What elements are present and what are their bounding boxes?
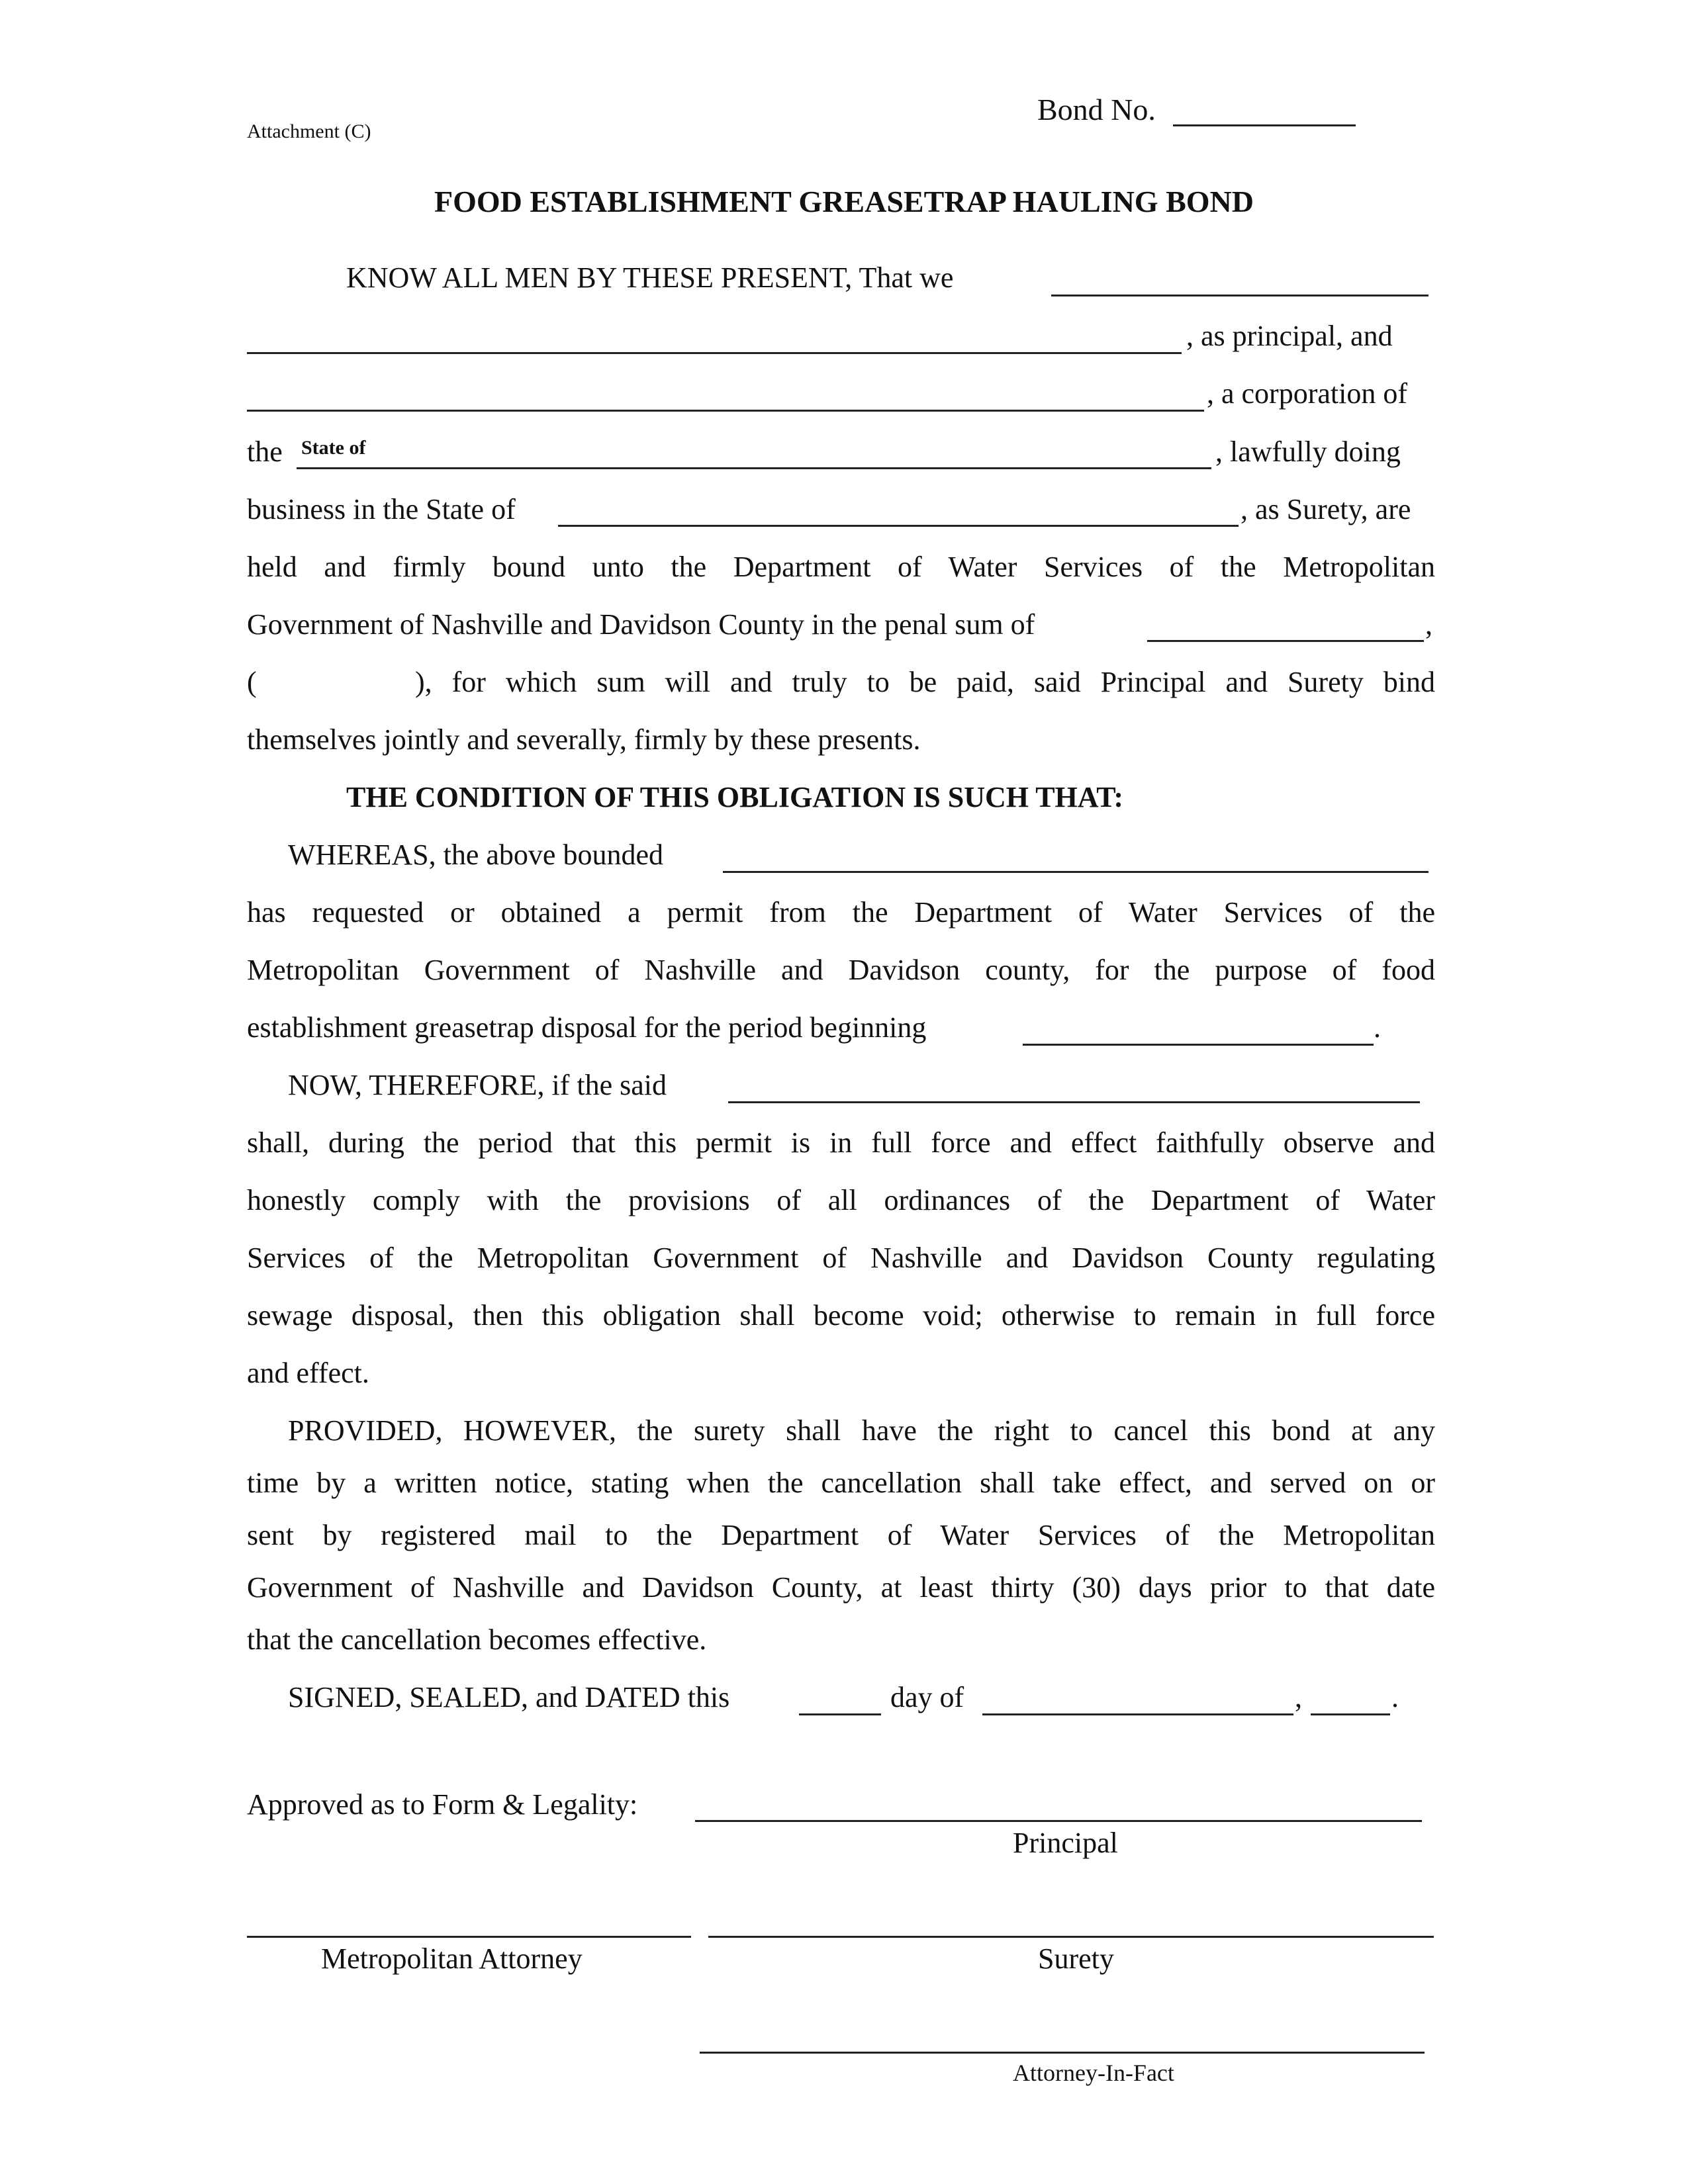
attorney-in-fact-signature-line[interactable] — [700, 2052, 1425, 2054]
provided-line-3: sent by registered mail to the Department of Water Services of the Metropolitan — [247, 1519, 1435, 1551]
surety-signature-line[interactable] — [708, 1936, 1434, 1938]
corporation-of-text: , a corporation of — [1207, 377, 1407, 410]
sum-paid-line: ), for which sum will and truly to be paid, said Principal and Surety bind — [415, 666, 1435, 698]
signed-year-field[interactable] — [1311, 1713, 1390, 1715]
whereas-line-2: Metropolitan Government of Nashville and Davidson county, for the purpose of food — [247, 954, 1435, 986]
provided-line-5: that the cancellation becomes effective. — [247, 1623, 707, 1656]
jointly-severally-line: themselves jointly and severally, firmly by these presents. — [247, 723, 921, 756]
surety-name-field[interactable] — [247, 410, 1204, 412]
signed-comma: , — [1295, 1681, 1302, 1713]
principal-name-field-1[interactable] — [1051, 295, 1429, 296]
whereas-line-1: has requested or obtained a permit from the Department of Water Services of the — [247, 896, 1435, 929]
now-therefore-line-4: sewage disposal, then this obligation shall become void; otherwise to remain in full force — [247, 1299, 1435, 1332]
attorney-in-fact-caption: Attorney-In-Fact — [1013, 2060, 1174, 2086]
bond-number-field[interactable] — [1173, 124, 1356, 126]
as-surety-text: , as Surety, are — [1241, 493, 1411, 525]
the-text: the — [247, 435, 283, 468]
now-therefore-line-2: honestly comply with the provisions of all ordinances of the Department of Water — [247, 1184, 1435, 1216]
condition-heading: THE CONDITION OF THIS OBLIGATION IS SUCH THAT: — [346, 781, 1124, 813]
principal-name-field-2[interactable] — [247, 352, 1182, 354]
signed-day-field[interactable] — [799, 1713, 881, 1715]
surety-caption: Surety — [1038, 1942, 1114, 1975]
government-penal-sum-text: Government of Nashville and Davidson County in the penal sum of — [247, 608, 1035, 641]
provided-line-4: Government of Nashville and Davidson County, at least thirty (30) days prior to that date — [247, 1571, 1435, 1604]
penal-sum-comma: , — [1425, 608, 1432, 641]
state-of-fill-text: State of — [301, 437, 366, 459]
day-of-text: day of — [890, 1681, 964, 1713]
penal-sum-field[interactable] — [1147, 640, 1424, 642]
bond-number-label: Bond No. — [1037, 93, 1156, 126]
said-party-field[interactable] — [728, 1101, 1420, 1103]
now-therefore-line-5: and effect. — [247, 1357, 369, 1389]
whereas-label: WHEREAS, the above bounded — [288, 839, 663, 871]
period-beginning-field[interactable] — [1023, 1044, 1374, 1046]
whereas-line-3: establishment greasetrap disposal for the period beginning — [247, 1011, 927, 1044]
approved-form-legality-label: Approved as to Form & Legality: — [247, 1788, 638, 1821]
document-title: FOOD ESTABLISHMENT GREASETRAP HAULING BOND — [434, 185, 1254, 218]
signed-period: . — [1391, 1681, 1399, 1713]
whereas-bounded-field[interactable] — [723, 871, 1429, 873]
provided-line-2: time by a written notice, stating when the cancellation shall take effect, and served on or — [247, 1467, 1435, 1499]
signed-sealed-label: SIGNED, SEALED, and DATED this — [288, 1681, 730, 1713]
whereas-period: . — [1374, 1011, 1381, 1044]
business-state-field[interactable] — [558, 525, 1239, 527]
metropolitan-attorney-caption: Metropolitan Attorney — [321, 1942, 583, 1975]
know-all-men-text: KNOW ALL MEN BY THESE PRESENT, That we — [346, 261, 954, 294]
signed-month-field[interactable] — [982, 1713, 1293, 1715]
as-principal-text: , as principal, and — [1186, 320, 1393, 352]
principal-caption: Principal — [1013, 1827, 1118, 1859]
lawfully-doing-text: , lawfully doing — [1215, 435, 1401, 468]
now-therefore-line-1: shall, during the period that this permit is in full force and effect faithfully observe and — [247, 1126, 1435, 1159]
paren-open: ( — [247, 666, 257, 698]
metropolitan-attorney-signature-line[interactable] — [247, 1936, 691, 1938]
now-therefore-label: NOW, THEREFORE, if the said — [288, 1069, 667, 1101]
provided-line-1: PROVIDED, HOWEVER, the surety shall have the right to cancel this bond at any — [288, 1414, 1435, 1447]
principal-signature-line[interactable] — [695, 1820, 1422, 1822]
business-in-state-text: business in the State of — [247, 493, 516, 525]
held-bound-line: held and firmly bound unto the Department of Water Services of the Metropolitan — [247, 551, 1435, 583]
corporation-state-field[interactable] — [297, 467, 1211, 469]
now-therefore-line-3: Services of the Metropolitan Government of Nashville and Davidson County regulating — [247, 1242, 1435, 1274]
attachment-label: Attachment (C) — [247, 120, 371, 142]
